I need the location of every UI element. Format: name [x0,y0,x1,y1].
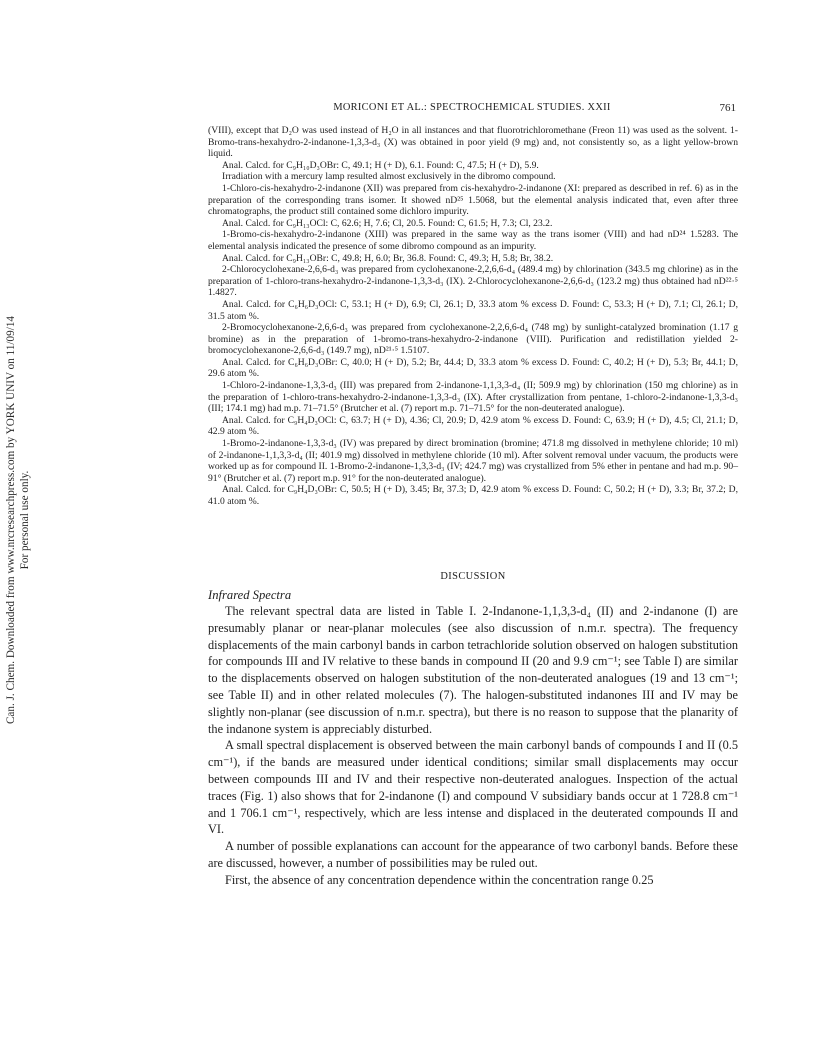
page-header [208,102,736,118]
subsection-heading: Infrared Spectra [208,588,292,602]
download-notice-line-1: Can. J. Chem. Downloaded from www.nrcresearchpress.com by YORK UNIV on 11/09/14 [5,315,17,725]
experimental-paragraph: 2-Bromocyclohexanone-2,6,6-d₃ was prepared from cyclohexanone-2,2,6,6-d₄ (748 mg) by sunlight-catalyzed bromination (1.17 g bromine) as in the preparation of 1-bromo-trans-hexahydro-2-indanone (VIII). Purification and redistillation yielded 2-bromocyclohexanone-2,6,6-d₃ (149.7 mg), nD²¹·⁵ 1.5107. [208,322,738,357]
experimental-paragraph: 1-Chloro-2-indanone-1,3,3-d₃ (III) was prepared from 2-indanone-1,1,3,3-d₄ (II; 509.9 mg) by chlorination (150 mg chlorine) as in the preparation of 1-chloro-trans-hexahydro-2-indanone-1,3,3-d₃ (IX). After crystallization from pentane, 1-chloro-2-indanone-1,3,3-d₃ (III; 174.1 mg) had m.p. 71–71.5° (Brutcher et al. (7) report m.p. 71–71.5° for the non-deuterated analogue). [208,380,738,415]
body-paragraph: A small spectral displacement is observed between the main carbonyl bands of compounds I and II (0.5 cm⁻¹), if the bands are measured under identical conditions; similar small displacements may occur between compounds III and IV and their respective non-deuterated analogues. Inspection of the actual traces (Fig. 1) also shows that for 2-indanone (I) and compound V subsidiary bands occur at 1 728.8 cm⁻¹ and 1 706.1 cm⁻¹, respectively, which are less intense and displaced in the deuterated compounds II and VI. [208,738,738,837]
body-paragraph: A number of possible explanations can account for the appearance of two carbonyl bands. Before these are discussed, however, a number of possibilities may be ruled out. [208,839,738,870]
experimental-paragraph: Anal. Calcd. for C₉H₄D₃OBr: C, 50.5; H (+ D), 3.45; Br, 37.3; D, 42.9 atom % excess D. Found: C, 50.2; H (+ D), 3.3; Br, 37.2; D, 41.0 atom %. [208,484,738,507]
experimental-paragraph: Anal. Calcd. for C₉H₁₃OBr: C, 49.8; H, 6.0; Br, 36.8. Found: C, 49.3; H, 5.8; Br, 38.2. [222,252,554,264]
page-number: 761 [719,102,736,114]
discussion-body [208,603,738,889]
experimental-paragraph: Anal. Calcd. for C₉H₁₃OCl: C, 62.6; H, 7.6; Cl, 20.5. Found: C, 61.5; H, 7.3; Cl, 23.2. [222,217,553,229]
running-head: MORICONI ET AL.: SPECTROCHEMICAL STUDIES. XXII [333,102,611,113]
body-paragraph: First, the absence of any concentration dependence within the concentration range 0.25 [225,872,654,887]
experimental-paragraph: Anal. Calcd. for C₉H₄D₃OCl: C, 63.7; H (+ D), 4.36; Cl, 20.9; D, 42.9 atom % excess D. Found: C, 63.9; H (+ D), 4.5; Cl, 21.1; D, 42.9 atom %. [208,414,738,438]
body-paragraph: The relevant spectral data are listed in Table I. 2-Indanone-1,1,3,3-d₄ (II) and 2-indanone (I) are presumably planar or near-planar molecules (see also discussion of n.m.r. spectra). The frequency displacements of the main carbonyl bands in carbon tetrachloride solution observed on halogen substitution for compounds III and IV relative to these bands in compound II (20 and 9.9 cm⁻¹; see Table I) are similar to the displacements observed on halogen substitution of the non-deuterated analogues (19 and 13 cm⁻¹; see Table II) and in other related molecules (7). The halogen-substituted indanones III and IV may be slightly non-planar (see discussion of n.m.r. spectra), but there is no reason to suppose that the planarity of the indanone system is appreciably disturbed. [208,604,738,736]
download-notice-line-2: For personal use only. [19,470,31,570]
section-heading: DISCUSSION [440,571,506,582]
experimental-paragraph: 1-Bromo-2-indanone-1,3,3-d₃ (IV) was prepared by direct bromination (bromine; 471.8 mg dissolved in methylene chloride; 10 ml) of 2-indanone-1,1,3,3-d₄ (II; 401.9 mg) dissolved in methylene chloride (10 ml). After solvent removal under vacuum, the products were worked up as for compound II. 1-Bromo-2-indanone-1,3,3-d₃ (IV; 424.7 mg) was crystallized from 5% ether in pentane and had m.p. 90–91° (Brutcher et al. (7) report m.p. 91° for the non-deuterated analogue). [208,438,738,484]
experimental-paragraph: Anal. Calcd. for C₉H₁₀D₃OBr: C, 49.1; H (+ D), 6.1. Found: C, 47.5; H (+ D), 5.9. [222,159,539,171]
experimental-paragraph: 1-Chloro-cis-hexahydro-2-indanone (XII) was prepared from cis-hexahydro-2-indanone (XI: prepared as described in ref. 6) as in the preparation of the corresponding trans isomer. It showed nD²⁵ 1.5068, but the elemental analysis indicated that, even after three chromatographs, the product still contained some dichloro impurity. [208,182,738,218]
experimental-paragraph: 2-Chlorocyclohexane-2,6,6-d₃ was prepared from cyclohexanone-2,2,6,6-d₄ (489.4 mg) by chlorination (343.5 mg chlorine) as in the preparation of 1-chloro-trans-hexahydro-2-indanone-1,3,3-d₃ (IX). 2-Chlorocyclohexanone-2,6,6-d₃ (123.2 mg) thus obtained had nD²²·⁵ 1.4827. [208,264,738,299]
experimental-paragraph: Irradiation with a mercury lamp resulted almost exclusively in the dibromo compound. [222,171,556,183]
download-notice [4,200,44,840]
experimental-paragraph: Anal. Calcd. for C₆H₆D₃OBr: C, 40.0; H (+ D), 5.2; Br, 44.4; D, 33.3 atom % excess D. Found: C, 40.2; H (+ D), 5.3; Br, 44.1; D, 29.6 atom %. [208,356,738,380]
experimental-section [208,125,738,508]
experimental-paragraph: Anal. Calcd. for C₆H₆D₃OCl: C, 53.1; H (+ D), 6.9; Cl, 26.1; D, 33.3 atom % excess D. Found: C, 53.3; H (+ D), 7.1; Cl, 26.1; D, 31.5 atom %. [208,298,738,322]
experimental-paragraph: 1-Bromo-cis-hexahydro-2-indanone (XIII) was prepared in the same way as the trans isomer (VIII) and had nD²⁴ 1.5283. The elemental analysis indicated the presence of some dibromo compound as an impurity. [208,229,738,252]
experimental-paragraph: (VIII), except that D₂O was used instead of H₂O in all instances and that fluorotrichloromethane (Freon 11) was used as the solvent. 1-Bromo-trans-hexahydro-2-indanone-1,3,3-d₃ (X) was obtained in poor yield (9 mg) and, not consistently so, as a light yellow-brown liquid. [208,125,738,160]
